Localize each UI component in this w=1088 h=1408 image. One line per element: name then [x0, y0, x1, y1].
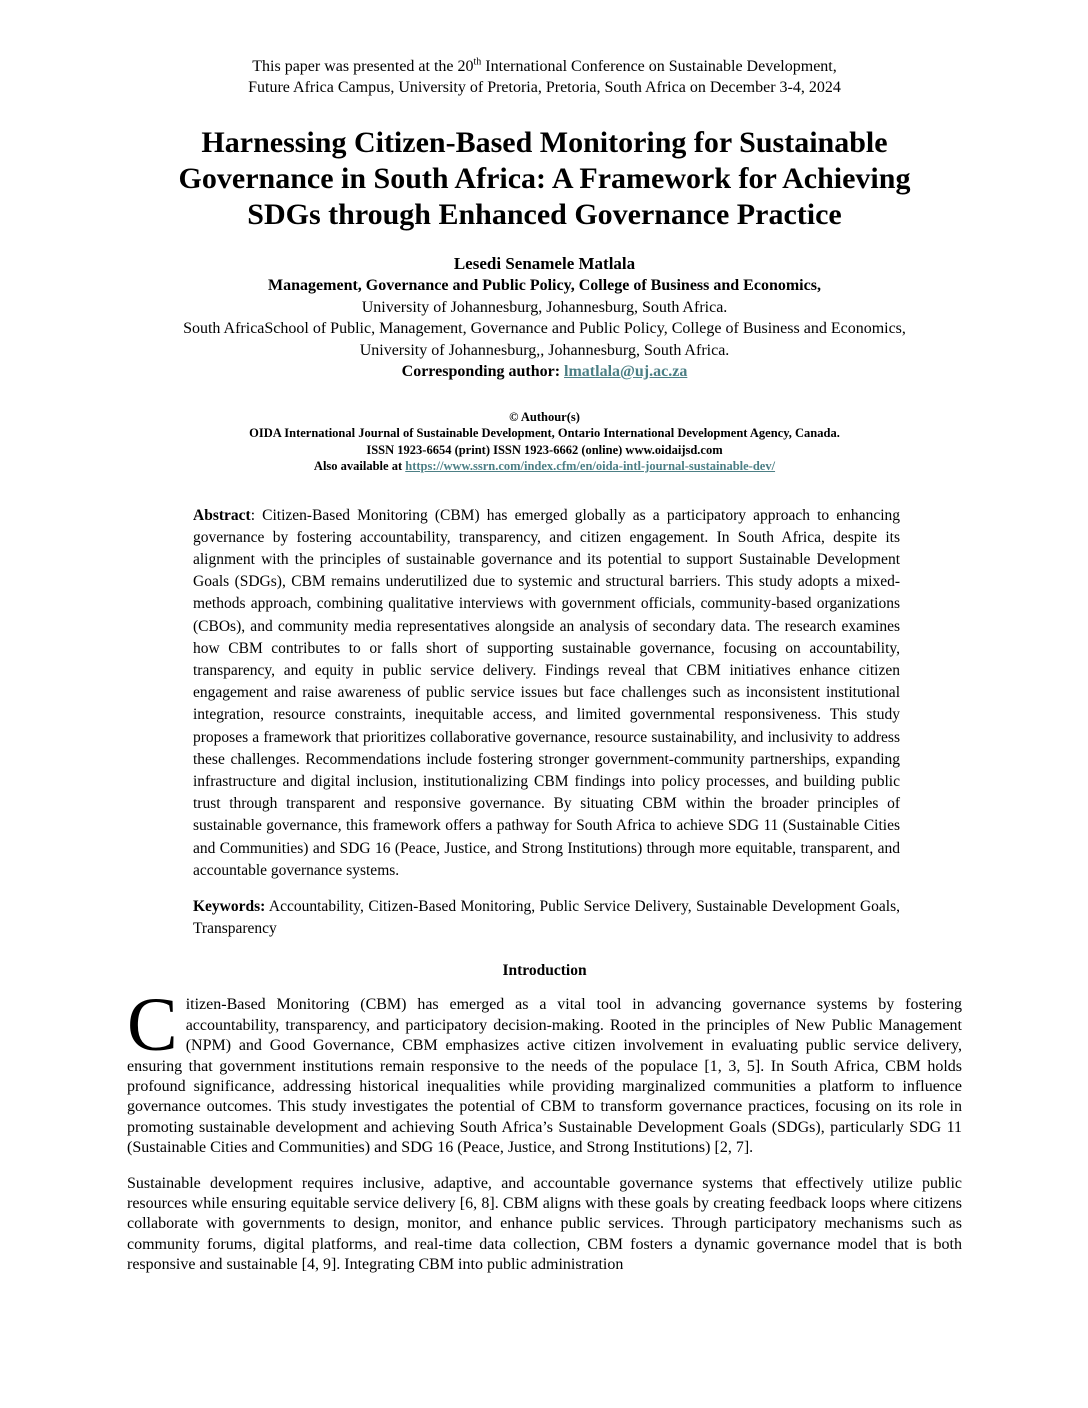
issn-line: ISSN 1923-6654 (print) ISSN 1923-6662 (online) www.oidaijsd.com [366, 442, 723, 457]
corresponding-email-link[interactable]: lmatlala@uj.ac.za [564, 363, 688, 380]
also-available-line [127, 458, 962, 475]
ordinal-superscript: th [473, 56, 482, 68]
keywords-label: Keywords: [193, 897, 266, 915]
author-block [127, 253, 962, 383]
also-available-label: Also available at [313, 459, 406, 473]
paper-title: Harnessing Citizen-Based Monitoring for Sustainable Governance in South Africa: A Framework for Achieving SDGs through Enhanced Governance Practice [178, 126, 911, 231]
drop-cap: C [127, 983, 178, 1068]
publication-info [127, 409, 962, 475]
conference-note-text: This paper was presented at the 20 [252, 58, 474, 75]
author-name: Lesedi Senamele Matlala [453, 254, 636, 273]
abstract-text: : Citizen-Based Monitoring (CBM) has emerged globally as a participatory approach to enhancing governance by fostering accountability, transparency, and citizen engagement. In South Africa, despite its alignment with the principles of sustainable governance and its potential to support Sustainable Development Goals (SDGs), CBM remains underutilized due to systemic and structural barriers. This study adopts a mixed-methods approach, combining qualitative interviews with government officials, community-based organizations (CBOs), and community media representatives alongside an analysis of secondary data. The research examines how CBM contributes to or falls short of supporting sustainable governance, focusing on accountability, transparency, and equity in public service delivery. Findings reveal that CBM initiatives enhance citizen engagement and raise awareness of public service issues but face challenges such as inconsistent institutional integration, resource constraints, inequitable access, and limited governmental responsiveness. This study proposes a framework that prioritizes collaborative governance, resource sustainability, and inclusivity to address these challenges. Recommendations include fostering stronger government-community partnerships, expanding infrastructure and digital inclusion, institutionalizing CBM findings into policy processes, and building public trust through transparent and responsive governance. By situating CBM within the broader principles of sustainable governance, this framework offers a pathway for South Africa to achieve SDG 11 (Sustainable Cities and Communities) and SDG 16 (Peace, Justice, and Strong Institutions) through more equitable, transparent, and accountable governance systems. [193, 506, 900, 879]
affiliation-line: Management, Governance and Public Policy, College of Business and Economics, [268, 277, 821, 294]
abstract-label: Abstract [193, 506, 251, 524]
conference-note-line1 [127, 56, 962, 77]
journal-line: OIDA International Journal of Sustainable Development, Ontario International Development Agency, Canada. [249, 426, 840, 440]
conference-note [127, 56, 962, 98]
section-heading-introduction: Introduction [502, 962, 587, 980]
corresponding-author-line [127, 361, 962, 383]
affiliation-line: South AfricaSchool of Public, Management, Governance and Public Policy, College of Business and Economics, [183, 320, 906, 337]
intro-paragraph-2: Sustainable development requires inclusive, adaptive, and accountable governance systems that effectively utilize public resources while ensuring equitable service delivery [6, 8]. CBM aligns with these goals by creating feedback loops where citizens collaborate with governments to design, monitor, and enhance public services. Through participatory mechanisms such as community forums, digital platforms, and real-time data collection, CBM fosters a dynamic governance model that is both responsive and sustainable [4, 9]. Integrating CBM into public administration [127, 1174, 962, 1274]
affiliation-line: University of Johannesburg, Johannesburg, South Africa. [361, 298, 728, 316]
journal-url-link[interactable]: https://www.ssrn.com/index.cfm/en/oida-intl-journal-sustainable-dev/ [405, 459, 776, 473]
copyright-line: © Authour(s) [509, 409, 580, 424]
keywords-text: Accountability, Citizen-Based Monitoring, Public Service Delivery, Sustainable Development Goals, Transparency [193, 897, 900, 938]
conference-note-text-cont: International Conference on Sustainable Development, [481, 58, 837, 75]
abstract-block [193, 505, 900, 941]
intro-paragraph-1-text: itizen-Based Monitoring (CBM) has emerged as a vital tool in advancing governance systems by fostering accountability, transparency, and participatory decision-making. Rooted in the principles of New Public Management (NPM) and Good Governance, CBM emphasizes active citizen involvement in evaluating public service delivery, ensuring that government institutions remain responsive to the needs of the populace [1, 3, 5]. In South Africa, CBM holds profound significance, addressing historical inequalities while providing marginalized communities a platform to influence governance outcomes. This study investigates the potential of CBM to transform governance practices, focusing on its role in promoting sustainable development and achieving South Africa’s Sustainable Development Goals (SDGs), particularly SDG 11 (Sustainable Cities and Communities) and SDG 16 (Peace, Justice, and Strong Institutions) [2, 7]. [127, 996, 962, 1157]
corresponding-author-label: Corresponding author: [401, 363, 565, 380]
conference-note-line2: Future Africa Campus, University of Pretoria, Pretoria, South Africa on December 3-4, 2024 [248, 79, 841, 96]
affiliation-line: University of Johannesburg,, Johannesburg, South Africa. [359, 341, 730, 359]
intro-paragraph-1 [127, 983, 962, 1158]
keywords-paragraph [193, 896, 900, 940]
abstract-paragraph [193, 505, 900, 882]
